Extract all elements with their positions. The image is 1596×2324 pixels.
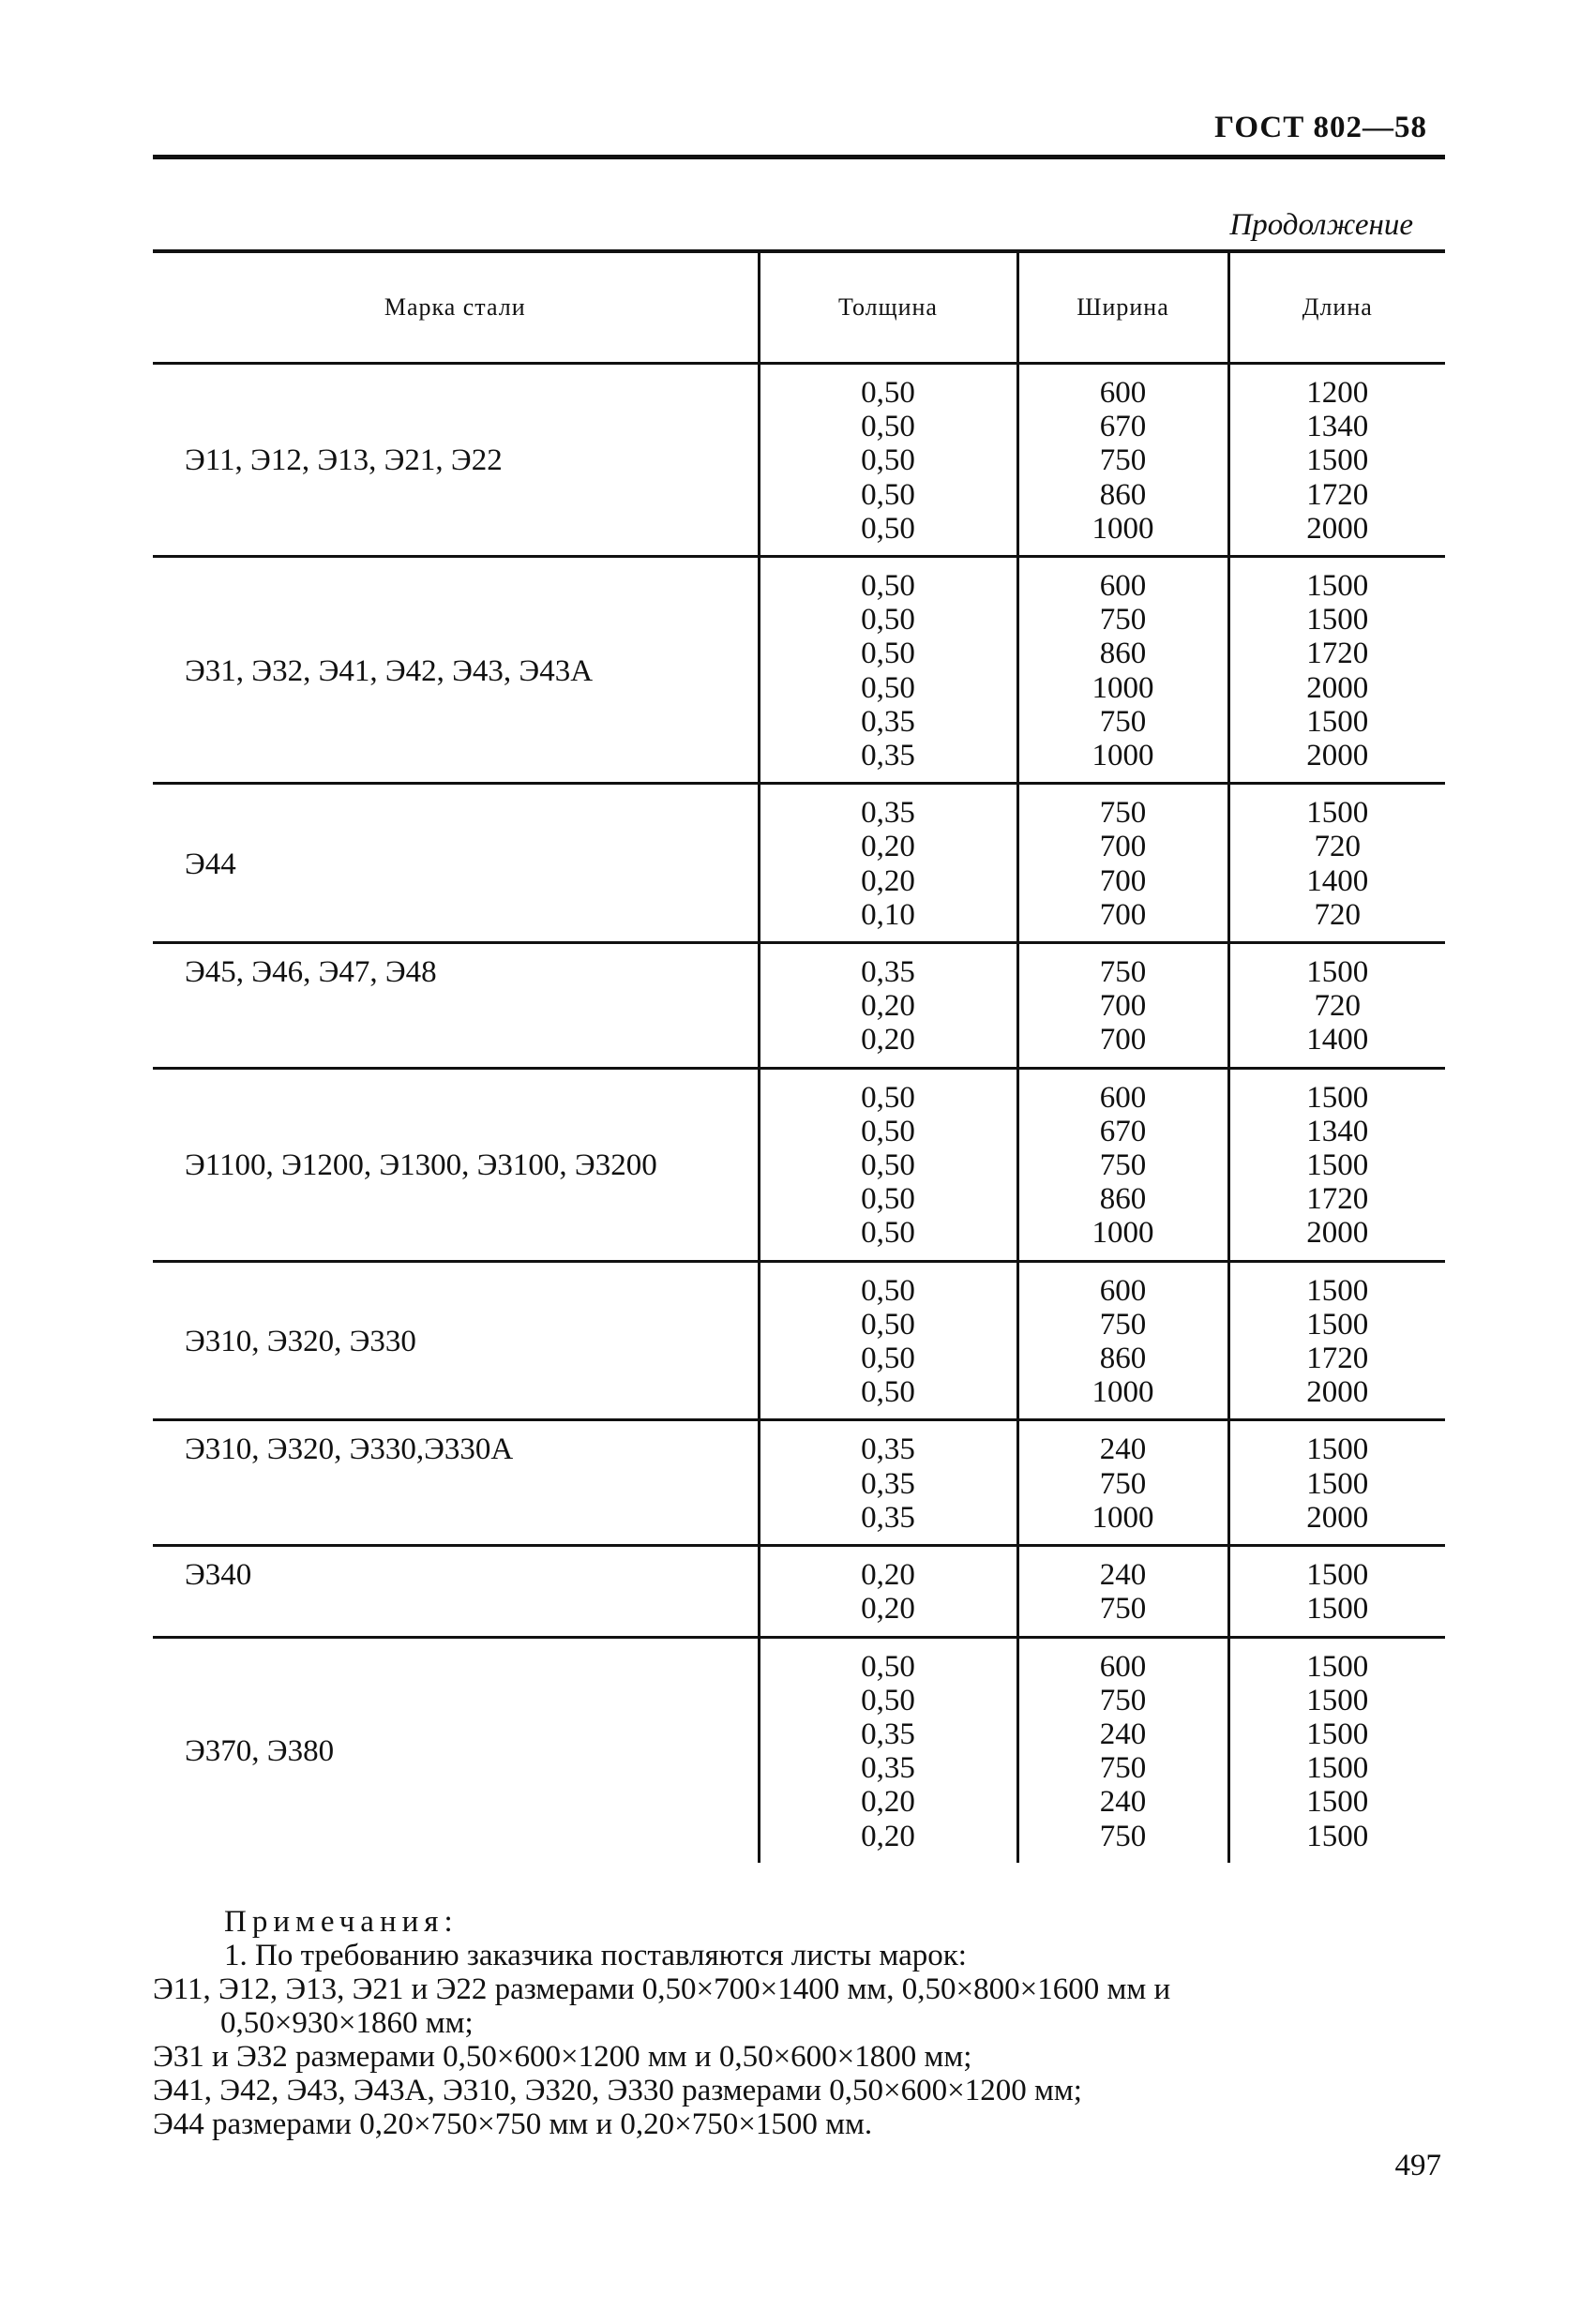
thickness-value: 0,50	[861, 1114, 915, 1148]
length-cell	[1228, 1637, 1445, 1863]
width-value: 240	[1099, 1717, 1147, 1751]
length-cell	[1228, 557, 1445, 784]
width-value: 860	[1099, 637, 1147, 671]
continuation-label: Продолжение	[1229, 208, 1413, 242]
width-cell	[1017, 364, 1228, 557]
table-row	[153, 1637, 1445, 1863]
thickness-value: 0,50	[861, 1148, 915, 1183]
length-cell	[1228, 943, 1445, 1069]
table-row	[153, 364, 1445, 557]
thickness-value: 0,20	[861, 1785, 915, 1820]
column-header-thickness: Толщина	[759, 251, 1017, 364]
width-value: 750	[1099, 1751, 1147, 1786]
width-value: 750	[1099, 1466, 1147, 1501]
length-value: 1720	[1306, 477, 1369, 512]
length-value: 1500	[1306, 569, 1369, 604]
length-value: 1500	[1306, 1432, 1369, 1467]
thickness-value: 0,50	[861, 637, 915, 671]
thickness-cell	[759, 1420, 1017, 1546]
width-value: 240	[1099, 1558, 1147, 1593]
thickness-value: 0,50	[861, 569, 915, 604]
table-header-row	[153, 251, 1445, 364]
length-value: 720	[1314, 897, 1361, 932]
length-value: 1500	[1306, 704, 1369, 739]
width-value: 600	[1099, 1273, 1147, 1308]
width-value: 600	[1099, 1080, 1147, 1115]
width-value: 1000	[1092, 670, 1154, 705]
length-value: 1500	[1306, 1466, 1369, 1501]
width-value: 670	[1099, 410, 1147, 444]
length-value: 2000	[1306, 739, 1369, 773]
width-value: 750	[1099, 955, 1147, 990]
length-value: 1400	[1306, 863, 1369, 898]
table-row	[153, 943, 1445, 1069]
width-value: 860	[1099, 1342, 1147, 1376]
thickness-value: 0,50	[861, 1182, 915, 1217]
width-value: 750	[1099, 443, 1147, 478]
width-value: 750	[1099, 704, 1147, 739]
steel-grade-cell: Э1100, Э1200, Э1300, Э3100, Э3200	[153, 1068, 759, 1261]
thickness-value: 0,10	[861, 897, 915, 932]
thickness-cell	[759, 784, 1017, 943]
thickness-value: 0,20	[861, 830, 915, 864]
length-value: 2000	[1306, 1500, 1369, 1535]
width-value: 750	[1099, 796, 1147, 831]
length-value: 1500	[1306, 955, 1369, 990]
length-value: 1200	[1306, 376, 1369, 410]
thickness-value: 0,35	[861, 1500, 915, 1535]
thickness-cell	[759, 364, 1017, 557]
width-cell	[1017, 1637, 1228, 1863]
steel-grade-cell: Э340	[153, 1546, 759, 1637]
steel-grade-cell: Э370, Э380	[185, 1734, 335, 1768]
notes-heading: Примечания:	[224, 1905, 459, 1939]
width-value: 1000	[1092, 1500, 1154, 1535]
length-cell	[1228, 1261, 1445, 1420]
thickness-value: 0,50	[861, 1375, 915, 1410]
width-value: 750	[1099, 603, 1147, 637]
length-value: 1500	[1306, 796, 1369, 831]
thickness-value: 0,20	[861, 1558, 915, 1593]
length-cell	[1228, 1068, 1445, 1261]
thickness-value: 0,20	[861, 989, 915, 1024]
width-cell	[1017, 943, 1228, 1069]
length-value: 2000	[1306, 1375, 1369, 1410]
length-value: 1500	[1306, 1273, 1369, 1308]
width-value: 1000	[1092, 511, 1154, 546]
width-value: 1000	[1092, 1375, 1154, 1410]
thickness-value: 0,50	[861, 670, 915, 705]
length-value: 1720	[1306, 1342, 1369, 1376]
thickness-value: 0,20	[861, 1592, 915, 1627]
thickness-value: 0,50	[861, 477, 915, 512]
table-row	[153, 1068, 1445, 1261]
length-value: 1500	[1306, 1558, 1369, 1593]
table-row	[153, 784, 1445, 943]
length-value: 1340	[1306, 410, 1369, 444]
thickness-value: 0,35	[861, 955, 915, 990]
thickness-value: 0,20	[861, 863, 915, 898]
page-number: 497	[1394, 2149, 1441, 2182]
width-cell	[1017, 784, 1228, 943]
thickness-cell	[759, 943, 1017, 1069]
length-value: 720	[1314, 989, 1361, 1024]
length-value: 1340	[1306, 1114, 1369, 1148]
width-value: 240	[1099, 1785, 1147, 1820]
thickness-value: 0,50	[861, 1649, 915, 1684]
note-line: Э11, Э12, Э13, Э21 и Э22 размерами 0,50×700×1400 мм, 0,50×800×1600 мм и	[153, 1972, 1171, 2006]
width-value: 670	[1099, 1114, 1147, 1148]
thickness-cell	[759, 1637, 1017, 1863]
width-value: 860	[1099, 1182, 1147, 1217]
width-value: 750	[1099, 1819, 1147, 1853]
table-row	[153, 1546, 1445, 1637]
standard-title: ГОСТ 802—58	[1214, 111, 1427, 144]
column-header-width: Ширина	[1017, 251, 1228, 364]
thickness-value: 0,50	[861, 1307, 915, 1342]
note-line: 1. По требованию заказчика поставляются листы марок:	[224, 1939, 967, 1972]
width-value: 750	[1099, 1592, 1147, 1627]
thickness-value: 0,35	[861, 796, 915, 831]
thickness-value: 0,50	[861, 511, 915, 546]
width-value: 600	[1099, 1649, 1147, 1684]
length-cell	[1228, 784, 1445, 943]
steel-grade-cell: Э11, Э12, Э13, Э21, Э22	[153, 364, 759, 557]
table-row	[153, 557, 1445, 784]
length-cell	[1228, 1420, 1445, 1546]
length-cell	[1228, 1546, 1445, 1637]
length-value: 1500	[1306, 1148, 1369, 1183]
length-value: 2000	[1306, 670, 1369, 705]
width-cell	[1017, 1546, 1228, 1637]
length-value: 2000	[1306, 511, 1369, 546]
steel-grade-cell: Э31, Э32, Э41, Э42, Э43, Э43А	[153, 557, 759, 784]
width-value: 750	[1099, 1307, 1147, 1342]
column-header-length: Длина	[1228, 251, 1445, 364]
thickness-value: 0,50	[861, 603, 915, 637]
thickness-cell	[759, 1068, 1017, 1261]
thickness-value: 0,35	[861, 1432, 915, 1467]
thickness-value: 0,35	[861, 704, 915, 739]
note-line: Э41, Э42, Э43, Э43А, Э310, Э320, Э330 размерами 0,50×600×1200 мм;	[153, 2074, 1082, 2107]
width-cell	[1017, 557, 1228, 784]
width-value: 750	[1099, 1148, 1147, 1183]
width-value: 600	[1099, 569, 1147, 604]
notes-section	[153, 1905, 1445, 2141]
length-value: 2000	[1306, 1216, 1369, 1251]
thickness-value: 0,35	[861, 1717, 915, 1751]
table-body	[153, 364, 1445, 1863]
length-cell	[1228, 364, 1445, 557]
thickness-value: 0,50	[861, 376, 915, 410]
note-line: 0,50×930×1860 мм;	[220, 2006, 474, 2040]
thickness-value: 0,50	[861, 1080, 915, 1115]
thickness-value: 0,50	[861, 1683, 915, 1717]
steel-grade-cell: Э44	[153, 784, 759, 943]
steel-sheet-table	[153, 249, 1445, 1863]
length-value: 1500	[1306, 443, 1369, 478]
length-value: 1500	[1306, 1717, 1369, 1751]
width-value: 700	[1099, 830, 1147, 864]
width-value: 1000	[1092, 739, 1154, 773]
thickness-value: 0,20	[861, 1023, 915, 1057]
length-value: 1500	[1306, 1080, 1369, 1115]
length-value: 1500	[1306, 1819, 1369, 1853]
width-value: 700	[1099, 897, 1147, 932]
length-value: 1400	[1306, 1023, 1369, 1057]
thickness-cell	[759, 1546, 1017, 1637]
thickness-cell	[759, 1261, 1017, 1420]
thickness-value: 0,50	[861, 1273, 915, 1308]
length-value: 1500	[1306, 1751, 1369, 1786]
width-value: 700	[1099, 1023, 1147, 1057]
thickness-value: 0,35	[861, 739, 915, 773]
length-value: 1500	[1306, 1307, 1369, 1342]
width-cell	[1017, 1068, 1228, 1261]
width-value: 700	[1099, 863, 1147, 898]
thickness-value: 0,50	[861, 410, 915, 444]
length-value: 1500	[1306, 1649, 1369, 1684]
steel-grade-cell: Э310, Э320, Э330	[153, 1261, 759, 1420]
table-row	[153, 1261, 1445, 1420]
length-value: 1500	[1306, 1683, 1369, 1717]
steel-grade-cell: Э45, Э46, Э47, Э48	[153, 943, 759, 1069]
note-line: Э44 размерами 0,20×750×750 мм и 0,20×750×1500 мм.	[153, 2107, 873, 2141]
length-value: 1720	[1306, 637, 1369, 671]
thickness-value: 0,50	[861, 443, 915, 478]
thickness-value: 0,50	[861, 1342, 915, 1376]
thickness-value: 0,20	[861, 1819, 915, 1853]
thickness-value: 0,35	[861, 1751, 915, 1786]
width-value: 1000	[1092, 1216, 1154, 1251]
length-value: 720	[1314, 830, 1361, 864]
length-value: 1720	[1306, 1182, 1369, 1217]
width-value: 700	[1099, 989, 1147, 1024]
width-value: 240	[1099, 1432, 1147, 1467]
thickness-value: 0,35	[861, 1466, 915, 1501]
width-value: 600	[1099, 376, 1147, 410]
width-value: 860	[1099, 477, 1147, 512]
width-value: 750	[1099, 1683, 1147, 1717]
steel-grade-cell: Э310, Э320, Э330,Э330А	[153, 1420, 759, 1546]
thickness-value: 0,50	[861, 1216, 915, 1251]
column-header-grade: Марка стали	[153, 251, 759, 364]
width-cell	[1017, 1261, 1228, 1420]
thickness-cell	[759, 557, 1017, 784]
note-line: Э31 и Э32 размерами 0,50×600×1200 мм и 0,50×600×1800 мм;	[153, 2040, 972, 2074]
length-value: 1500	[1306, 1592, 1369, 1627]
length-value: 1500	[1306, 603, 1369, 637]
length-value: 1500	[1306, 1785, 1369, 1820]
width-cell	[1017, 1420, 1228, 1546]
header-rule	[153, 155, 1445, 159]
table-row	[153, 1420, 1445, 1546]
